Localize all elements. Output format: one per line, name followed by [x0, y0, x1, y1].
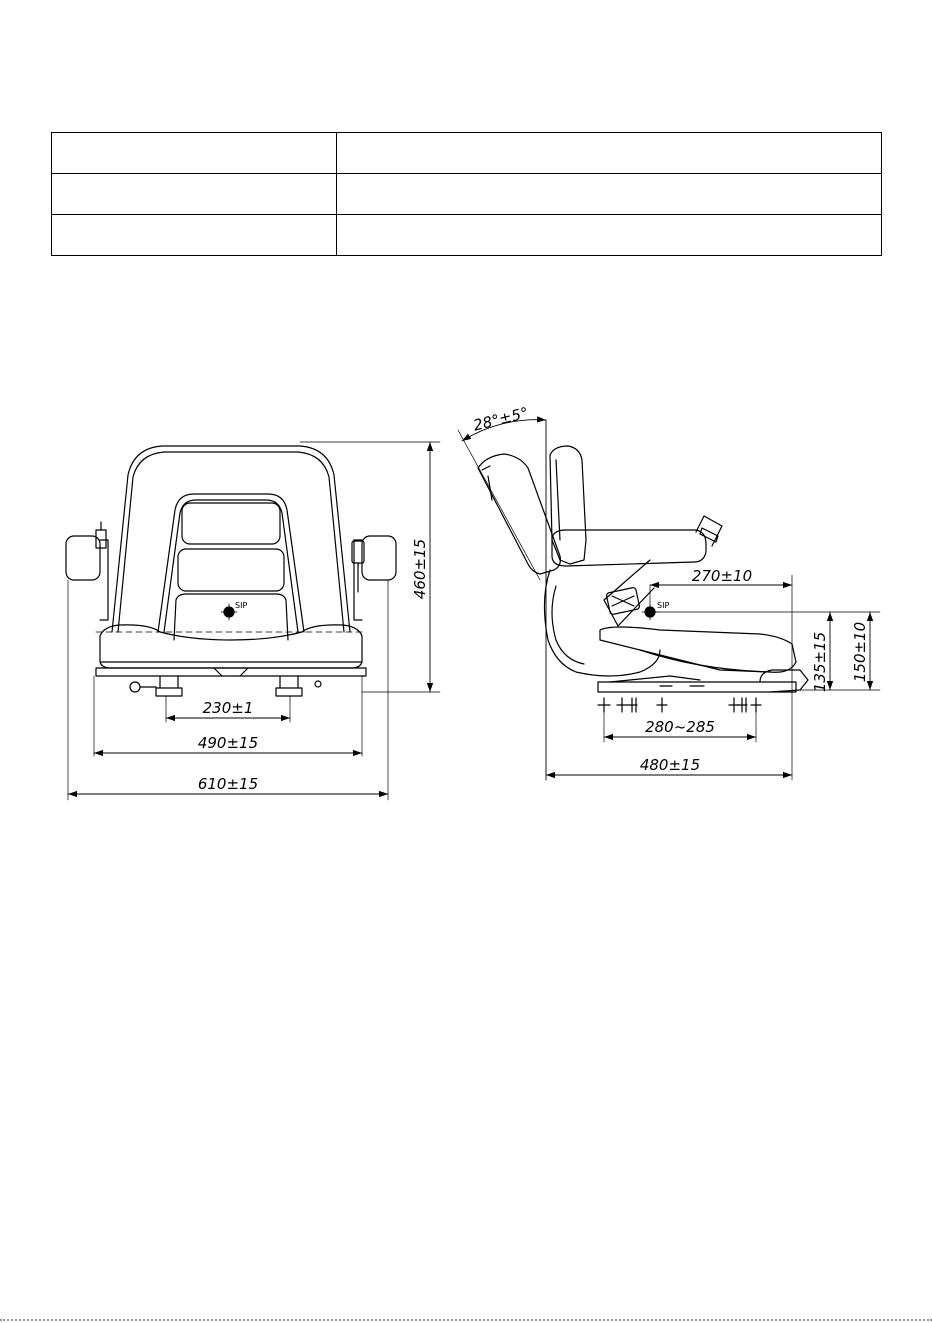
- side-dim-rail-height: 150±10: [851, 621, 869, 683]
- front-dim-mount: 230±1: [202, 699, 254, 717]
- front-sip-label: SIP: [235, 601, 248, 610]
- side-dim-depth: 480±15: [639, 756, 701, 774]
- front-dim-total-width: 610±15: [197, 775, 259, 793]
- side-sip-marker: [642, 601, 669, 620]
- side-dim-slide: 280~285: [645, 718, 715, 736]
- front-view: [66, 442, 440, 800]
- side-dim-angle: 28°±5°: [471, 403, 531, 435]
- side-seat-outline: [478, 446, 808, 712]
- side-sip-label: SIP: [657, 601, 670, 610]
- side-dim-sip-depth: 270±10: [691, 567, 753, 585]
- front-dim-seat-width: 490±15: [197, 734, 259, 752]
- side-extension-lines: [604, 575, 880, 780]
- front-sip-marker: [221, 601, 247, 620]
- front-seat-outline: [66, 446, 396, 696]
- front-dim-height: 460±15: [411, 538, 429, 600]
- side-view: [458, 404, 880, 780]
- page-bottom-edge: [0, 1319, 932, 1321]
- side-dim-sip-height: 135±15: [811, 631, 829, 693]
